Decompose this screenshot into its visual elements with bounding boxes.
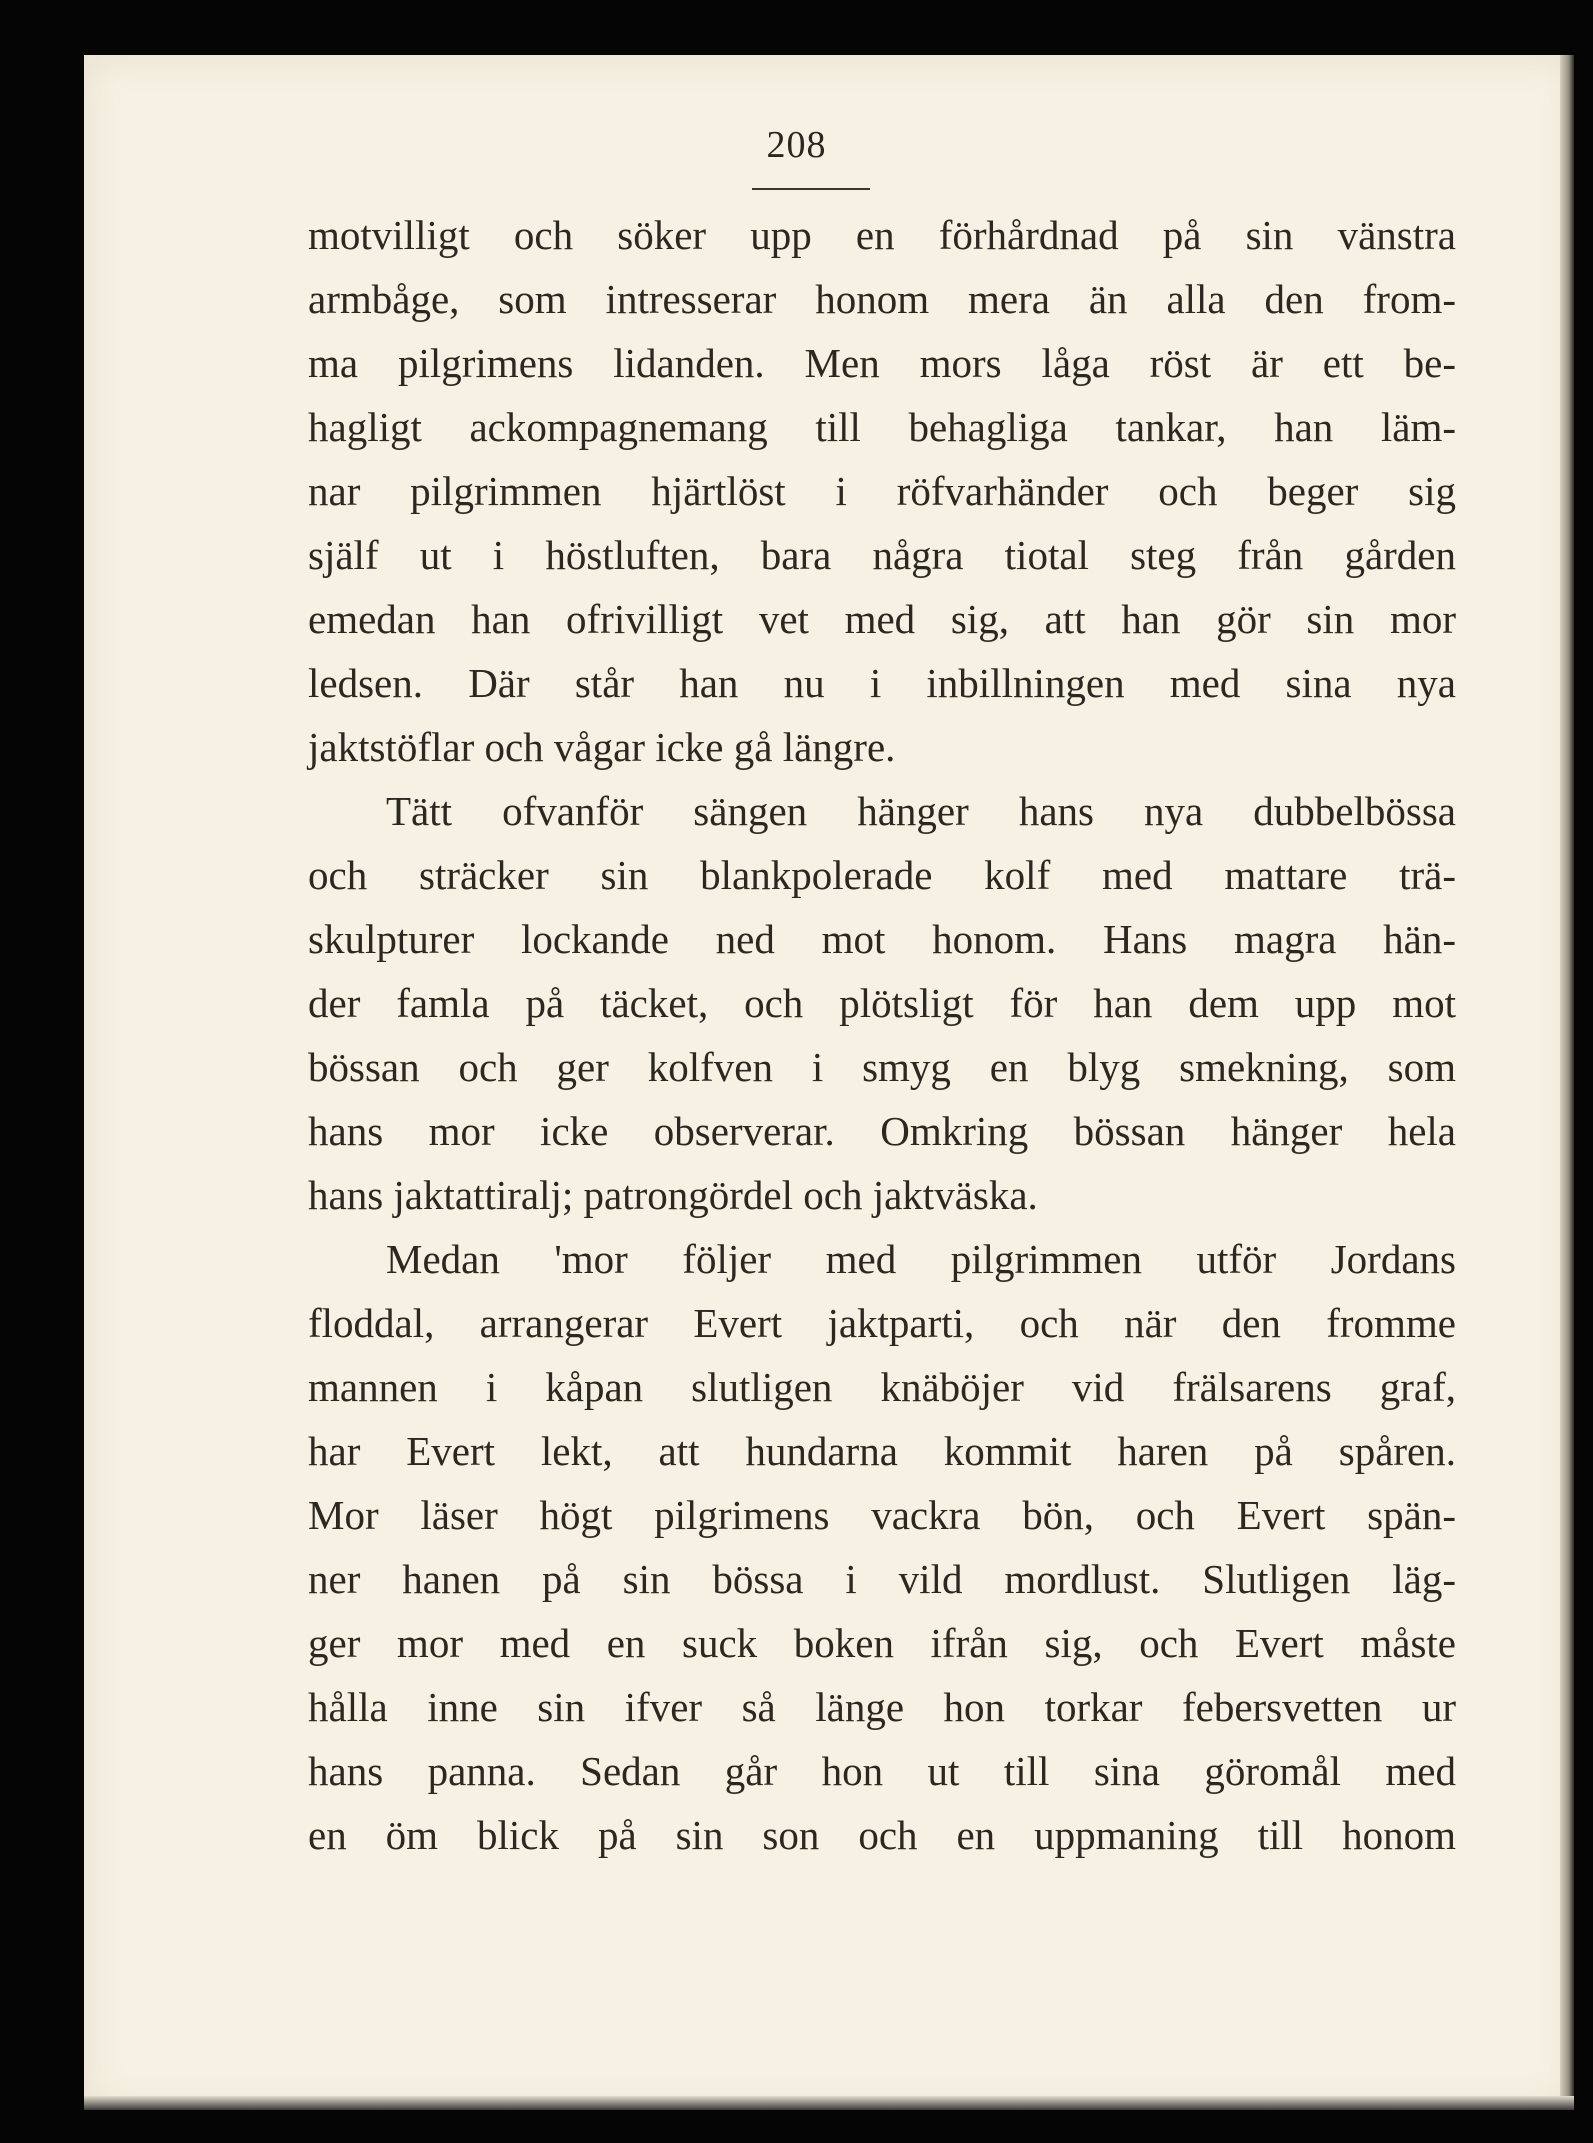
text-line: bössan och ger kolfven i smyg en blyg smekning, som (308, 1044, 1456, 1090)
text-line: en öm blick på sin son och en uppmaning till honom (308, 1812, 1456, 1858)
text-line: ger mor med en suck boken ifrån sig, och Evert måste (308, 1620, 1456, 1666)
text-line: och sträcker sin blankpolerade kolf med mattare trä- (308, 852, 1456, 898)
text-line: Mor läser högt pilgrimens vackra bön, och Evert spän- (308, 1492, 1456, 1538)
page-number-rule (752, 188, 870, 190)
page-edge-bottom (84, 2096, 1574, 2110)
text-line: Medan 'mor följer med pilgrimmen utför Jordans (386, 1236, 1456, 1282)
text-line: själf ut i höstluften, bara några tiotal steg från gården (308, 532, 1456, 578)
text-line: jaktstöflar och vågar icke gå längre. (308, 724, 896, 770)
text-line: skulpturer lockande ned mot honom. Hans magra hän- (308, 916, 1456, 962)
text-line: armbåge, som intresserar honom mera än alla den from- (308, 276, 1456, 322)
page-edge-right (1560, 55, 1574, 2110)
text-line: emedan han ofrivilligt vet med sig, att han gör sin mor (308, 596, 1456, 642)
text-line: motvilligt och söker upp en förhårdnad på sin vänstra (308, 212, 1456, 258)
text-line: ner hanen på sin bössa i vild mordlust. Slutligen läg- (308, 1556, 1456, 1602)
text-line: Tätt ofvanför sängen hänger hans nya dubbelbössa (386, 788, 1456, 834)
text-line: hans jaktattiralj; patrongördel och jaktväska. (308, 1172, 1038, 1218)
text-line: ledsen. Där står han nu i inbillningen med sina nya (308, 660, 1456, 706)
text-line: ma pilgrimens lidanden. Men mors låga röst är ett be- (308, 340, 1456, 386)
text-line: nar pilgrimmen hjärtlöst i röfvarhänder och beger sig (308, 468, 1456, 514)
text-line: hans mor icke observerar. Omkring bössan hänger hela (308, 1108, 1456, 1154)
text-line: floddal, arrangerar Evert jaktparti, och när den fromme (308, 1300, 1456, 1346)
text-line: hagligt ackompagnemang till behagliga tankar, han läm- (308, 404, 1456, 450)
text-line: der famla på täcket, och plötsligt för han dem upp mot (308, 980, 1456, 1026)
text-line: hans panna. Sedan går hon ut till sina göromål med (308, 1748, 1456, 1794)
text-line: mannen i kåpan slutligen knäböjer vid frälsarens graf, (308, 1364, 1456, 1410)
page-number: 208 (766, 124, 827, 166)
body-text (308, 203, 1456, 1867)
text-line: har Evert lekt, att hundarna kommit haren på spåren. (308, 1428, 1456, 1474)
text-line: hålla inne sin ifver så länge hon torkar febersvetten ur (308, 1684, 1456, 1730)
